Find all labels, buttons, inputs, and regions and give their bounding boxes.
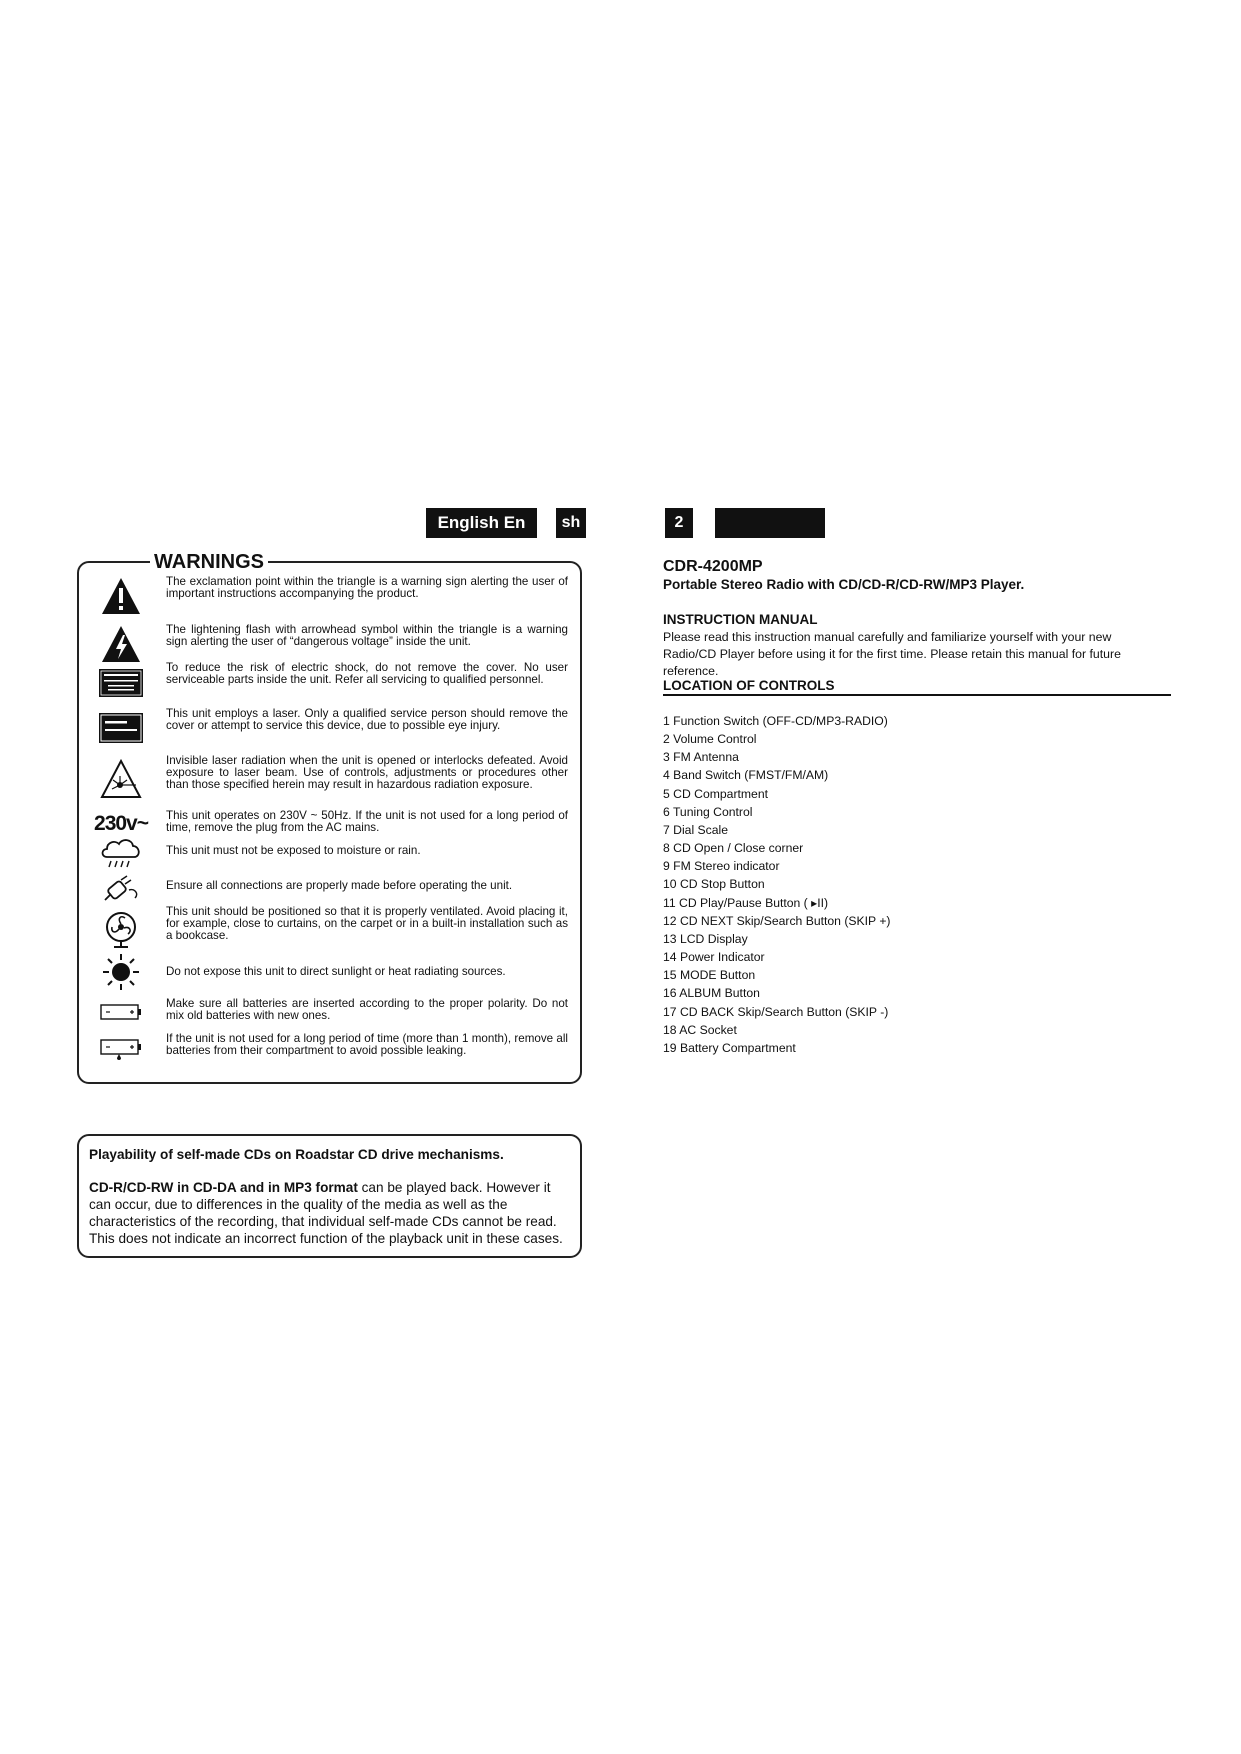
cd-playability-body: can be played back. However it can occur, due to differences in the quality of the media as well as the characteristics of the recording, that individual self-made CDs cannot be read. This does not indicate an incorrect function of the playback unit in these cases. <box>89 1180 563 1246</box>
warning-item <box>80 576 570 616</box>
page-number-right: 2 <box>665 508 693 538</box>
cd-playability-title: Playability of self-made CDs on Roadstar CD drive mechanisms. <box>89 1147 504 1162</box>
cd-playability-text <box>89 1179 574 1247</box>
rain-cloud-icon <box>98 836 144 872</box>
model-number: CDR-4200MP <box>663 558 763 575</box>
header-blank-tab <box>715 508 825 538</box>
warning-item <box>80 755 570 803</box>
warning-item <box>80 624 570 664</box>
lightning-triangle-icon <box>98 624 144 664</box>
control-item: 18 AC Socket <box>663 1022 737 1037</box>
warning-text: This unit employs a laser. Only a qualified service person should remove the cover or attempt to service this device, due to possible eye injury. <box>166 707 568 732</box>
control-item: 14 Power Indicator <box>663 950 765 965</box>
control-item: 15 MODE Button <box>663 968 756 983</box>
control-item: 4 Band Switch (FMST/FM/AM) <box>663 768 829 783</box>
page-number-left: sh <box>556 508 586 538</box>
location-of-controls-heading: LOCATION OF CONTROLS <box>663 678 835 693</box>
warning-text: If the unit is not used for a long period of time (more than 1 month), remove all batteries from their compartment to avoid possible leaking. <box>166 1032 568 1057</box>
warning-text: This unit must not be exposed to moisture or rain. <box>166 844 421 857</box>
exclamation-triangle-icon <box>98 576 144 616</box>
battery-leak-icon <box>98 1032 144 1066</box>
ventilation-fan-icon <box>98 906 144 950</box>
warning-text: Invisible laser radiation when the unit is opened or interlocks defeated. Avoid exposure to laser beam. Use of controls, adjustments or procedures other than those specified herein may result in hazardous radiation exposure. <box>166 754 568 791</box>
control-item: 2 Volume Control <box>663 732 757 747</box>
warning-item <box>80 836 570 872</box>
plug-icon <box>98 871 144 907</box>
warning-text: Do not expose this unit to direct sunlight or heat radiating sources. <box>166 965 506 978</box>
control-item: 9 FM Stereo indicator <box>663 859 780 874</box>
warning-text: This unit should be positioned so that it is properly ventilated. Avoid placing it, for example, close to curtains, on the carpet or in a built-in installation such as a bookcase. <box>166 905 568 942</box>
control-item: 12 CD NEXT Skip/Search Button (SKIP +) <box>663 913 891 928</box>
control-item: 13 LCD Display <box>663 931 748 946</box>
control-item: 1 Function Switch (OFF-CD/MP3-RADIO) <box>663 714 888 728</box>
warning-item <box>80 810 570 838</box>
control-item: 6 Tuning Control <box>663 804 753 819</box>
warning-text: The lightening flash with arrowhead symbol within the triangle is a warning sign alerting the user of “dangerous voltage” inside the unit. <box>166 623 568 648</box>
cd-format-lead: CD-R/CD-RW in CD-DA and in MP3 format <box>89 1180 358 1195</box>
product-subtitle: Portable Stereo Radio with CD/CD-R/CD-RW/MP3 Player. <box>663 577 1025 592</box>
class1-laser-label-icon <box>98 708 144 748</box>
warning-item <box>80 1032 570 1066</box>
warning-item <box>80 906 570 950</box>
control-item: 16 ALBUM Button <box>663 986 760 1001</box>
control-item: 8 CD Open / Close corner <box>663 841 804 856</box>
heading-underline <box>663 694 1171 696</box>
control-item: 17 CD BACK Skip/Search Button (SKIP -) <box>663 1004 889 1019</box>
control-item: 3 FM Antenna <box>663 750 739 765</box>
laser-radiation-icon <box>98 755 144 803</box>
caution-label-icon <box>98 664 144 702</box>
control-item: 19 Battery Compartment <box>663 1040 796 1055</box>
warnings-title: WARNINGS <box>150 551 268 573</box>
warning-text: Ensure all connections are properly made before operating the unit. <box>166 879 513 892</box>
controls-list <box>663 712 891 1057</box>
warning-text: Make sure all batteries are inserted according to the proper polarity. Do not mix old batteries with new ones. <box>166 997 568 1022</box>
warning-text: To reduce the risk of electric shock, do not remove the cover. No user serviceable parts inside the unit. Refer all servicing to qualified personnel. <box>166 661 568 686</box>
control-item: 10 CD Stop Button <box>663 877 765 892</box>
warning-item <box>80 952 570 992</box>
warning-item <box>80 871 570 907</box>
battery-icon <box>98 996 144 1028</box>
warning-text: This unit operates on 230V ~ 50Hz. If the unit is not used for a long period of time, remove the plug from the AC mains. <box>166 809 568 834</box>
control-item: 11 CD Play/Pause Button ( ▸II) <box>663 895 829 910</box>
warning-item <box>80 662 570 702</box>
control-item: 7 Dial Scale <box>663 822 729 837</box>
instruction-manual-heading: INSTRUCTION MANUAL <box>663 612 818 627</box>
language-tab: English En <box>426 508 537 538</box>
sun-icon <box>98 952 144 992</box>
control-item: 5 CD Compartment <box>663 786 768 801</box>
voltage-icon: 230v~ <box>94 812 148 835</box>
instruction-manual-text: Please read this instruction manual carefully and familiarize yourself with your new Radio/CD Player before using it for the first time. Please retain this manual for future reference. <box>663 630 1121 678</box>
warning-text: The exclamation point within the triangle is a warning sign alerting the user of important instructions accompanying the product. <box>166 575 568 600</box>
warning-item <box>80 708 570 748</box>
warning-item <box>80 996 570 1028</box>
